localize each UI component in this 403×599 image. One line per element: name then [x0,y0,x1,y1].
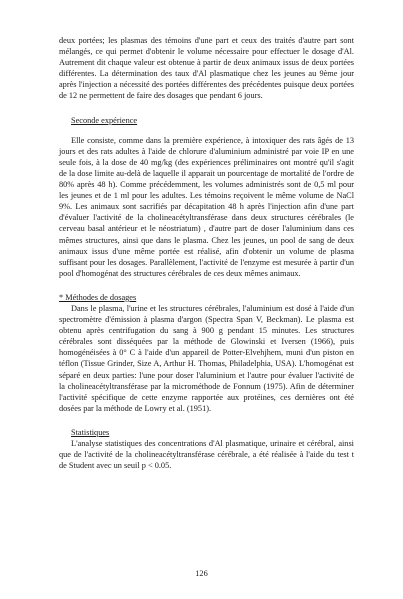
heading-methodes-dosages: * Méthodes de dosages [59,292,137,302]
page-number: 126 [195,569,208,578]
paragraph-statistiques: L'analyse statistiques des concentrations d'Al plasmatique, urinaire et cérébral, ainsi que de l'activité de la cholineacétyltransférase cérébrale, a été réalisée à l'aide du test t de Student avec un seuil p < 0.05. [59,439,354,471]
paragraph-seconde-experience: Elle consiste, comme dans la première expérience, à intoxiquer des rats âgés de 13 jours et des rats adultes à l'aide de chlorure d'aluminium administré par voie IP en une seule fois, à la dose de 40 mg/kg (des expériences préliminaires ont montré qu'il s'agit de la dose limite au-delà de laquelle il apparait un pourcentage de mortalité de l'ordre de 80% après 48 h). Comme précédemment, les volumes administrés sont de 0,5 ml pour les jeunes et de 1 ml pour les adultes. Les témoins reçoivent le même volume de NaCl 9%. Les animaux sont sacrifiés par décapitation 48 h après l'injection afin d'une part d'évaluer l'activité de la cholineacétyltransférase dans deux structures cérébrales (le cerveau basal antérieur et le néostriatum) , d'autre part de doser l'aluminium dans ces mêmes structures, ainsi que dans le plasma. Chez les jeunes, un pool de sang de deux animaux issus d'une même portée est réalisé, afin d'obtenir un volume de plasma suffisant pour les dosages. Parallèlement, l'activité de l'enzyme est mesurée à partir d'un pool d'homogénat des structures cérébrales de ces deux mêmes animaux. [59,135,354,278]
spacer [59,102,354,115]
spacer [59,126,354,135]
spacer [59,279,354,292]
heading-seconde-experience: Seconde expérience [71,115,138,125]
paragraph-methodes-dosages: Dans le plasma, l'urine et les structures cérébrales, l'aluminium est dosé à l'aide d'un spectromètre d'émission à plasma d'argon (Spectra Span V, Beckman). Le plasma est obtenu après centrifugation du sang à 900 g pendant 15 minutes. Les structures cérébrales sont disséquées par la méthode de Glowinski et Iversen (1966), puis homogénéisées à 0° C à l'aide d'un appareil de Potter-Elvehjhem, muni d'un piston en téflon (Tissue Grinder, Size A, Arthur H. Thomas, Philadelphia, USA). L'homogénat est séparé en deux parties: l'une pour doser l'aluminium et l'autre pour évaluer l'activité de la cholineacétyltransférase par la microméthode de Fonnum (1975). Afin de déterminer l'activité spécifique de cette enzyme rapportée aux protéines, ces dernières ont été dosées par la méthode de Lowry et al. (1951). [59,303,354,413]
heading-statistiques: Statistiques [71,427,110,437]
spacer [59,414,354,427]
paragraph-portees: deux portées; les plasmas des témoins d'une part et ceux des traités d'autre part sont mélangés, ce qui permet d'obtenir le volume nécessaire pour effectuer le dosage d'Al. Autrement dit chaque valeur est obtenue à partir de deux animaux issus de deux portées différentes. La détermination des taux d'Al plasmatique chez les jeunes au 9ème jour après l'injection a nécessité des portées différentes des précédentes puisque deux portées de 12 ne permettent de faire des dosages que pendant 6 jours. [59,36,354,101]
